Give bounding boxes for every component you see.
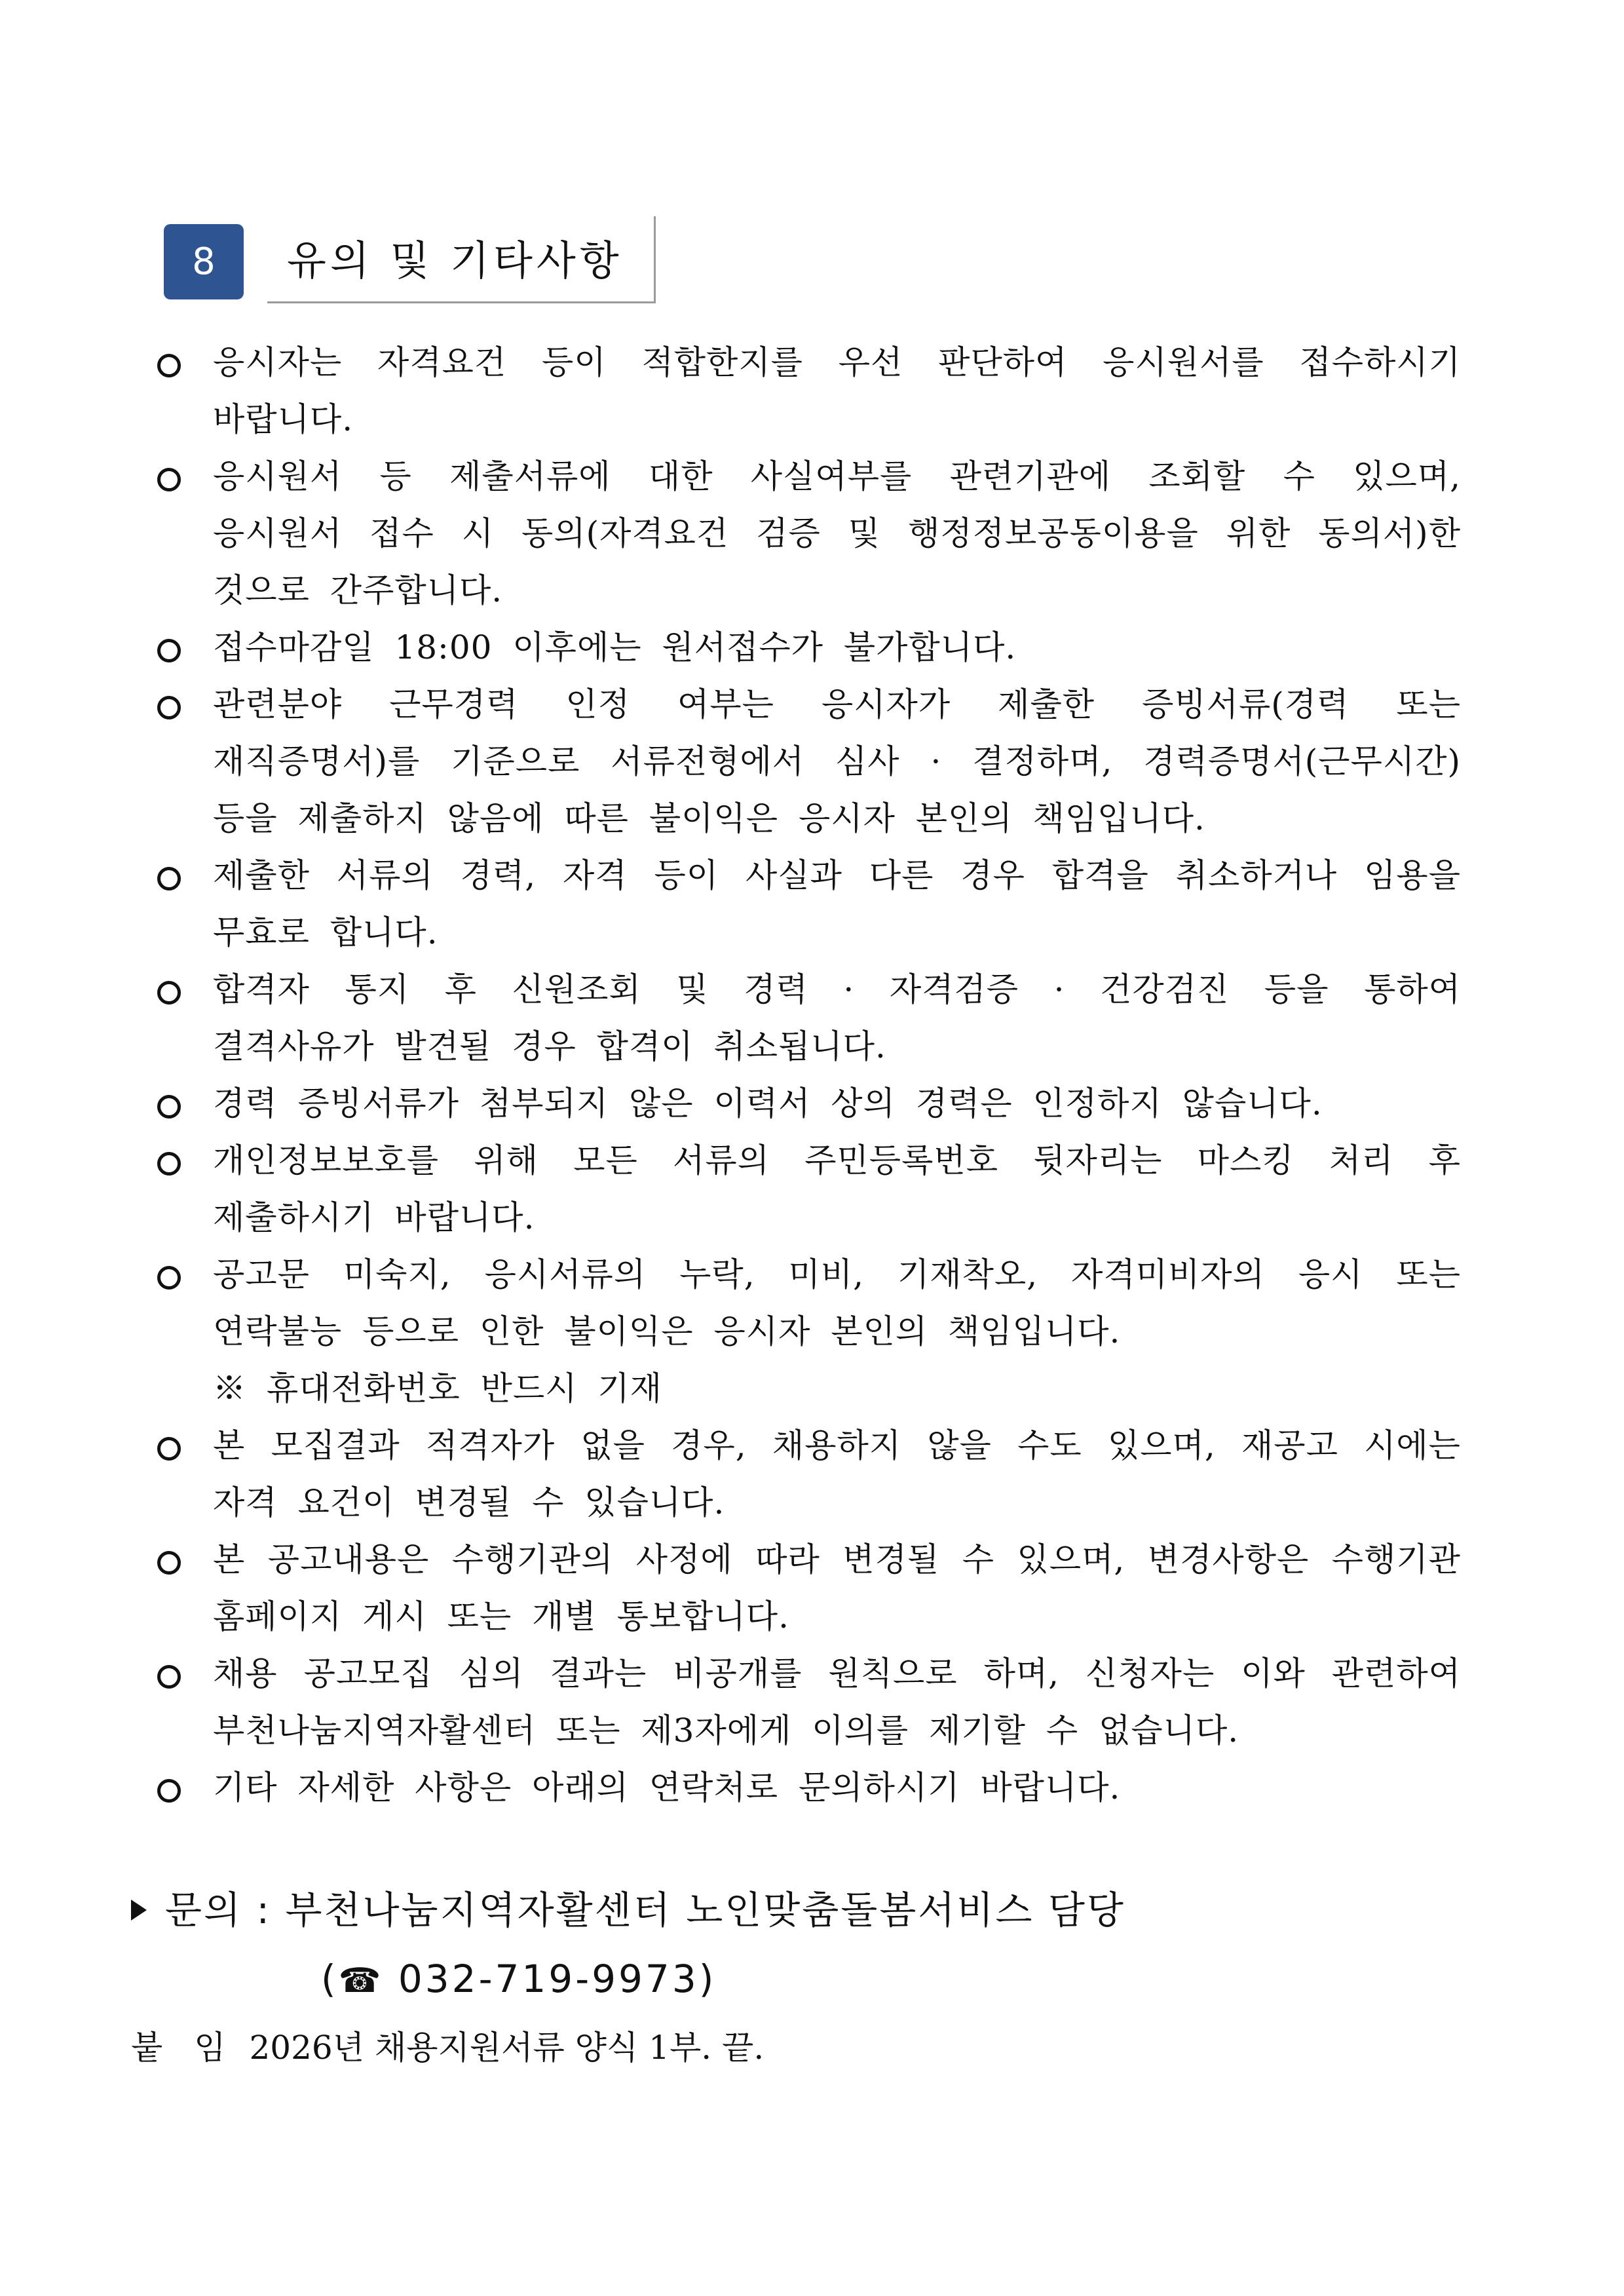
circle-bullet-icon xyxy=(157,981,181,1004)
notice-text: 합격자 통지 후 신원조회 및 경력 · 자격검증 · 건강검진 등을 통하여 결격사유가 발견될 경우 합격이 취소됩니다. xyxy=(213,970,1461,1065)
notice-text: 채용 공고모집 심의 결과는 비공개를 원칙으로 하며, 신청자는 이와 관련하여 부천나눔지역자활센터 또는 제3자에게 이의를 제기할 수 없습니다. xyxy=(213,1655,1461,1750)
inquiry-line xyxy=(131,1881,1125,1940)
attachment-line xyxy=(131,2021,764,2074)
circle-bullet-icon xyxy=(157,1095,181,1119)
circle-bullet-icon xyxy=(157,1779,181,1803)
notice-text: 본 공고내용은 수행기관의 사정에 따라 변경될 수 있으며, 변경사항은 수행기관 홈페이지 게시 또는 개별 통보합니다. xyxy=(213,1540,1461,1636)
circle-bullet-icon xyxy=(157,639,181,662)
phone-number: 032-719-9973 xyxy=(398,1957,699,2001)
circle-bullet-icon xyxy=(157,1152,181,1176)
phone-icon: ☎ xyxy=(338,1961,384,2000)
notice-text: 기타 자세한 사항은 아래의 연락처로 문의하시기 바랍니다. xyxy=(213,1769,1121,1807)
notice-item xyxy=(151,1132,1461,1246)
notice-item xyxy=(151,448,1461,619)
inquiry-text: 문의 : 부천나눔지역자활센터 노인맞춤돌봄서비스 담당 xyxy=(165,1888,1125,1932)
notice-item xyxy=(151,1417,1461,1531)
section-title: 유의 및 기타사항 xyxy=(287,237,623,284)
notice-item xyxy=(151,334,1461,448)
notice-text: 접수마감일 18:00 이후에는 원서접수가 불가합니다. xyxy=(213,628,1017,666)
circle-bullet-icon xyxy=(157,1266,181,1290)
notice-text: 응시자는 자격요건 등이 적합한지를 우선 판단하여 응시원서를 접수하시기 바랍니다. xyxy=(213,343,1461,438)
notice-item xyxy=(151,1531,1461,1645)
triangle-bullet-icon xyxy=(131,1900,147,1921)
circle-bullet-icon xyxy=(157,468,181,491)
notice-list xyxy=(151,334,1461,1816)
notice-item xyxy=(151,961,1461,1075)
circle-bullet-icon xyxy=(157,696,181,719)
notice-item xyxy=(151,676,1461,847)
notice-item xyxy=(151,1246,1461,1417)
notice-text: 제출한 서류의 경력, 자격 등이 사실과 다른 경우 합격을 취소하거나 임용을 무효로 합니다. xyxy=(213,856,1461,951)
notice-item xyxy=(151,1075,1461,1132)
notice-item xyxy=(151,1645,1461,1759)
section-number-badge: 8 xyxy=(164,224,244,299)
attachment-label: 붙 임 xyxy=(131,2029,236,2067)
notice-text: 개인정보보호를 위해 모든 서류의 주민등록번호 뒷자리는 마스킹 처리 후 제출하시기 바랍니다. xyxy=(213,1141,1461,1236)
notice-item xyxy=(151,619,1461,676)
notice-note: ※ 휴대전화번호 반드시 기재 xyxy=(213,1369,662,1407)
notice-text: 본 모집결과 적격자가 없을 경우, 채용하지 않을 수도 있으며, 재공고 시에는 자격 요건이 변경될 수 있습니다. xyxy=(213,1426,1461,1521)
notice-text: 경력 증빙서류가 첨부되지 않은 이력서 상의 경력은 인정하지 않습니다. xyxy=(213,1084,1323,1122)
notice-item xyxy=(151,1759,1461,1816)
circle-bullet-icon xyxy=(157,1665,181,1689)
section-header xyxy=(164,216,662,305)
circle-bullet-icon xyxy=(157,867,181,890)
phone-line: (☎ 032-719-9973) xyxy=(321,1957,717,2001)
section-title-box xyxy=(267,216,656,303)
notice-text: 관련분야 근무경력 인정 여부는 응시자가 제출한 증빙서류(경력 또는 재직증명서)를 기준으로 서류전형에서 심사 · 결정하며, 경력증명서(근무시간) 등을 제출하지 않음에 따른 불이익은 응시자 본인의 책임입니다. xyxy=(213,685,1461,837)
notice-item xyxy=(151,847,1461,961)
notice-text: 공고문 미숙지, 응시서류의 누락, 미비, 기재착오, 자격미비자의 응시 또는 연락불능 등으로 인한 불이익은 응시자 본인의 책임입니다. xyxy=(213,1255,1461,1350)
notice-text: 응시원서 등 제출서류에 대한 사실여부를 관련기관에 조회할 수 있으며, 응시원서 접수 시 동의(자격요건 검증 및 행정정보공동이용을 위한 동의서)한 것으로 간주합니다. xyxy=(213,457,1461,609)
circle-bullet-icon xyxy=(157,354,181,377)
circle-bullet-icon xyxy=(157,1437,181,1461)
circle-bullet-icon xyxy=(157,1551,181,1575)
attachment-text: 2026년 채용지원서류 양식 1부. 끝. xyxy=(249,2029,765,2067)
